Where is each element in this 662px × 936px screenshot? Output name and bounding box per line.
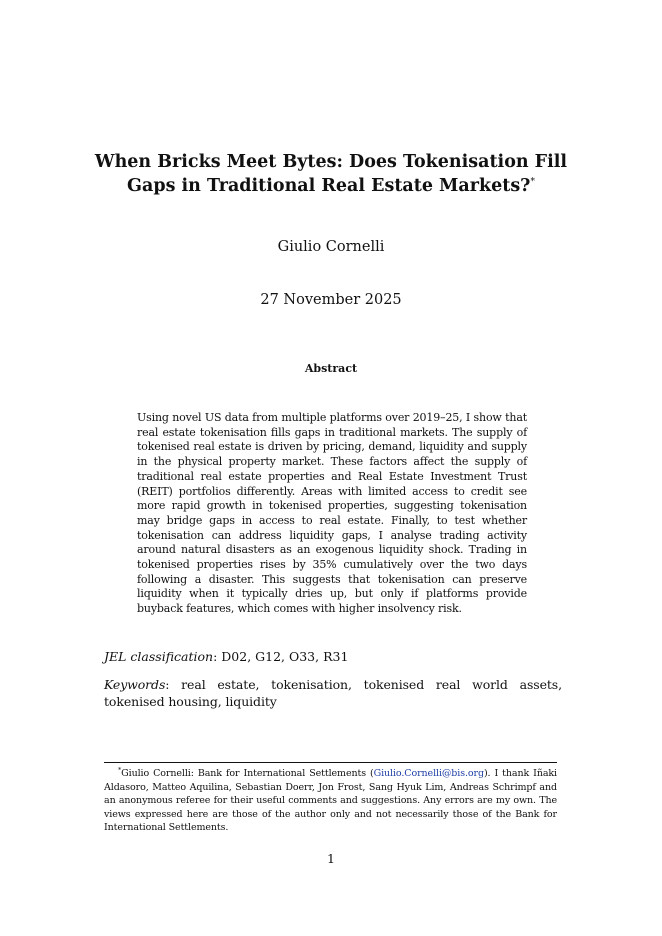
publication-date: 27 November 2025	[260, 292, 402, 308]
footnote-text-after-email: ). I thank Iñaki Aldasoro, Matteo Aquilina, Sebastian Doerr, Jon Frost, Sang Hyuk Lim, Andreas Schrimpf and an anonymous referee for their useful comments and suggestions. Any errors are my own. The views expressed here are those of the author only and not necessarily those of the Bank for International Settlements.	[104, 768, 557, 833]
jel-codes: : D02, G12, O33, R31	[213, 649, 349, 664]
abstract-heading: Abstract	[304, 362, 358, 375]
keywords-label: Keywords	[104, 677, 166, 692]
jel-label: JEL classification	[104, 649, 214, 664]
abstract-text: Using novel US data from multiple platforms over 2019–25, I show that real estate tokenisation fills gaps in traditional markets. The supply of tokenised real estate is driven by pricing, demand, liquidity and supply in the physical property market. These factors affect the supply of traditional real estate properties and Real Estate Investment Trust (REIT) portfolios differently. Areas with limited access to credit see more rapid growth in tokenised properties, suggesting tokenisation may bridge gaps in access to real estate. Finally, to test whether tokenisation can address liquidity gaps, I analyse trading activity around natural disasters as an exogenous liquidity shock. Trading in tokenised properties rises by 35% cumulatively over the two days following a disaster. This suggests that tokenisation can preserve liquidity when it typically dries up, but only if platforms provide buyback features, which comes with higher insolvency risk.	[137, 411, 527, 616]
page-number: 1	[327, 851, 335, 866]
jel-classification	[104, 648, 564, 665]
keywords-list: : real estate, tokenisation, tokenised real world assets, tokenised housing, liquidity	[104, 677, 562, 709]
paper-title	[80, 150, 582, 198]
footnote-text-before-email: Giulio Cornelli: Bank for International Settlements (	[121, 768, 374, 779]
paper-title-text: When Bricks Meet Bytes: Does Tokenisation Fill Gaps in Traditional Real Estate Markets?	[94, 152, 568, 196]
author-name: Giulio Cornelli	[277, 239, 385, 255]
author-email-link[interactable]: Giulio.Cornelli@bis.org	[373, 768, 484, 779]
footnote-mark: *	[118, 765, 122, 774]
footnote	[104, 767, 557, 835]
footnote-divider	[104, 762, 557, 763]
keywords	[104, 676, 562, 710]
title-footnote-mark[interactable]: *	[530, 177, 535, 188]
